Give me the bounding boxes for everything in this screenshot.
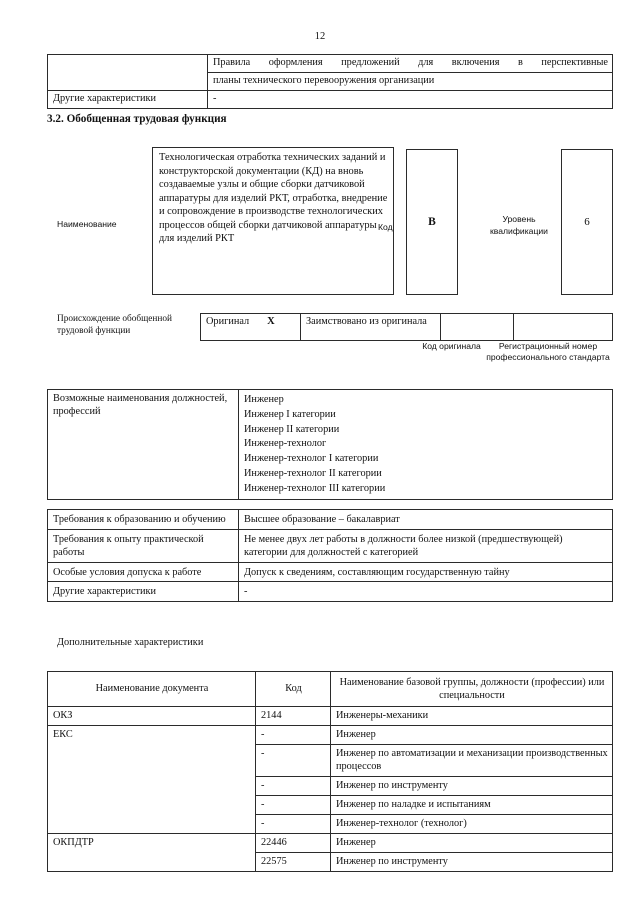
qualification-level-label: Уровень квалификации [490,214,548,236]
origin-borrowed-cell: Заимствовано из оригинала [301,314,441,341]
cell-code: - [256,795,331,814]
requirement-label: Особые условия допуска к работе [48,562,239,582]
table-row [48,529,613,562]
continuation-value-line1: Правила оформления предложений для включения в перспективные [208,55,613,73]
possible-titles-table [47,389,613,500]
requirement-value: Высшее образование – бакалавриат [239,510,613,530]
origin-original-cell [201,314,301,341]
table-row [48,510,613,530]
table-row [48,582,613,602]
origin-code-cell [441,314,514,341]
code-label: Код [378,222,393,232]
cell-document: ЕКС [48,726,256,834]
continuation-empty-label [48,55,208,91]
cell-name: Инженер [331,833,613,852]
continuation-value-line2: планы технического перевооружения организации [208,73,613,91]
qualification-level-value-box: 6 [561,149,613,295]
cell-code: - [256,814,331,833]
cell-name: Инженер по автоматизации и механизации производственных процессов [331,745,613,777]
requirement-value: - [239,582,613,602]
origin-original-mark: X [267,316,275,327]
table-row [48,390,613,500]
continuation-table [47,54,613,109]
table-row [48,707,613,726]
cell-document: ОКПДТР [48,833,256,871]
list-item: Инженер [244,394,284,405]
column-header-code: Код [256,672,331,707]
list-item: Инженер-технолог III категории [244,482,386,494]
origin-registration-caption: Регистрационный номер профессионального стандарта [486,341,610,363]
cell-name: Инженер по инструменту [331,852,613,871]
possible-titles-label: Возможные наименования должностей, профессий [48,390,239,500]
cell-code: 22575 [256,852,331,871]
requirements-table [47,509,613,602]
list-item: Инженер-технолог [244,438,327,450]
additional-characteristics-table [47,671,613,872]
other-characteristics-value: - [208,91,613,109]
name-label: Наименование [57,219,117,229]
page-number: 12 [314,31,326,42]
cell-name: Инженер-технолог (технолог) [331,814,613,833]
requirement-value: Допуск к сведениям, составляющим государственную тайну [239,562,613,582]
table-row [48,91,613,109]
cell-name: Инженер [331,726,613,745]
name-value-box: Технологическая отработка технических заданий и конструкторской документации (КД) на вновь создаваемые узлы и общие сборки датчиковой аппаратуры для изделий РКТ, отработка, внедрение и сопровождение в производстве технологических процессов общей сборки датчиковой аппаратуры для изделий РКТ [152,147,394,295]
table-row [48,562,613,582]
origin-code-caption: Код оригинала [422,341,481,351]
list-item: Инженер II категории [244,423,340,435]
column-header-name: Наименование базовой группы, должности (профессии) или специальности [331,672,613,707]
cell-document: ОКЗ [48,707,256,726]
requirement-value: Не менее двух лет работы в должности более низкой (предшествующей) категории для должностей с категорией [239,529,613,562]
table-row [48,55,613,73]
section-heading: 3.2. Обобщенная трудовая функция [47,113,227,125]
table-row [48,726,613,745]
table-header-row [48,672,613,707]
cell-name: Инженеры-механики [331,707,613,726]
cell-code: - [256,776,331,795]
cell-code: - [256,726,331,745]
origin-label: Происхождение обобщенной трудовой функции [57,314,172,337]
cell-name: Инженер по инструменту [331,776,613,795]
cell-name: Инженер по наладке и испытаниям [331,795,613,814]
additional-heading: Дополнительные характеристики [57,637,204,648]
list-item: Инженер-технолог II категории [244,468,382,480]
cell-code: - [256,745,331,777]
origin-original-label: Оригинал [206,316,250,327]
other-characteristics-label: Другие характеристики [48,91,208,109]
origin-table [200,313,613,341]
column-header-document: Наименование документа [48,672,256,707]
cell-code: 22446 [256,833,331,852]
origin-registration-cell [514,314,613,341]
code-value-box: B [406,149,458,295]
cell-code: 2144 [256,707,331,726]
table-row [48,833,613,852]
possible-titles-list [239,390,613,500]
table-row [201,314,613,341]
list-item: Инженер-технолог I категории [244,453,379,465]
list-item: Инженер I категории [244,408,336,420]
requirement-label: Требования к образованию и обучению [48,510,239,530]
requirement-label: Требования к опыту практической работы [48,529,239,562]
requirement-label: Другие характеристики [48,582,239,602]
